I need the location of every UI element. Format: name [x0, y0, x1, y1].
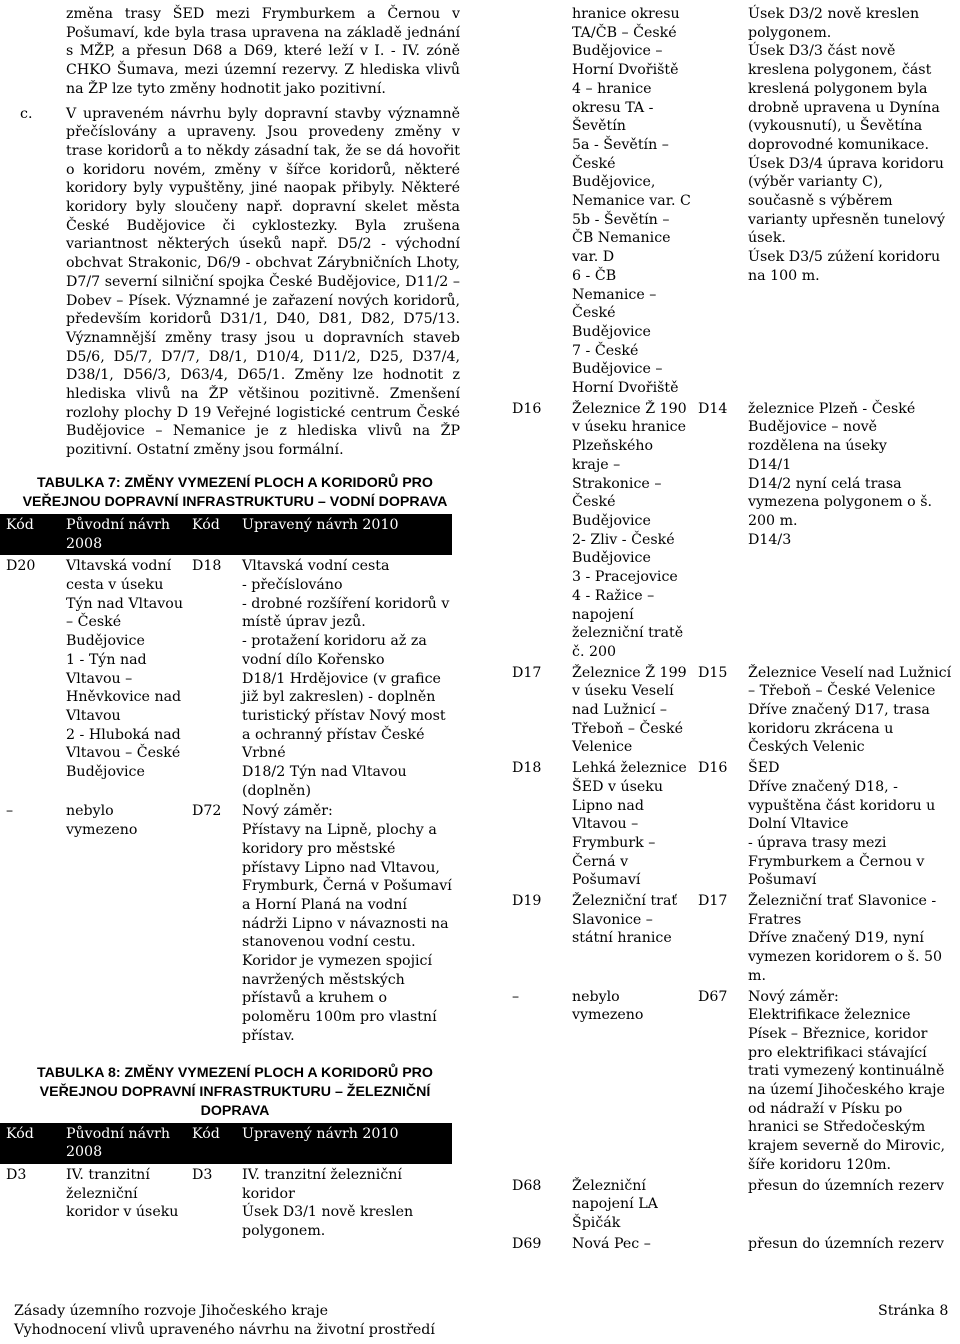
table-row: [0, 800, 452, 1045]
footer-document-title: Zásady územního rozvoje Jihočeského kraje: [14, 1303, 328, 1319]
original-cell: hranice okresu TA/ČB – České Budějovice – Horní Dvořiště 4 – hranice okresu TA - Ševětín 5a - Ševětín – České Budějovice, Nemanice var. C 5b - Ševětín – ČB Nemanice var. D 6 - ČB Nemanice – České Budějovice 7 - České Budějovice – Horní Dvořiště: [572, 6, 691, 397]
code-new-cell: [692, 1233, 742, 1254]
original-cell: Nová Pec –: [572, 1235, 651, 1252]
paragraph-c-marker: c.: [20, 105, 33, 122]
updated-cell: přesun do územních rezerv: [748, 1235, 945, 1252]
footer-left: [14, 1302, 435, 1339]
updated-cell: Nový záměr: Elektrifikace železnice Písek – Březnice, koridor pro elektrifikaci stávající trati vymezený kontinuálně na území Jihočeského kraje od nádraží v Písku po hranici se Středočeským krajem severně do Mirovic, šíře koridoru 120m.: [748, 988, 946, 1173]
code-new-cell: [692, 1175, 742, 1233]
table8-caption: TABULKA 8: ZMĚNY VYMEZENÍ PLOCH A KORIDORŮ PRO VEŘEJNOU DOPRAVNÍ INFRASTRUKTURU – ŽELEZNIČNÍ DOPRAVA: [37, 1064, 433, 1119]
header-code-old: Kód: [0, 1123, 60, 1164]
page-number: Stránka 8: [878, 1303, 949, 1319]
header-code-old: Kód: [0, 514, 60, 555]
table7-header: [0, 514, 452, 555]
original-cell: Železnice Ž 190 v úseku hranice Plzeňského kraje – Strakonice – České Budějovice 2- Zliv - České Budějovice 3 - Pracejovice 4 - Ražice – napojení železniční tratě č. 200: [572, 400, 687, 660]
header-updated: Upravený návrh 2010: [236, 514, 452, 555]
table-row: [506, 5, 952, 398]
header-original: Původní návrh 2008: [60, 514, 186, 555]
table7-caption: TABULKA 7: ZMĚNY VYMEZENÍ PLOCH A KORIDORŮ PRO VEŘEJNOU DOPRAVNÍ INFRASTRUKTURU – VODNÍ DOPRAVA: [22, 474, 448, 510]
header-original: Původní návrh 2008: [60, 1123, 186, 1164]
code-old-cell: D69: [512, 1235, 542, 1252]
code-old-cell: D20: [6, 558, 36, 575]
paragraph-c-text: V upraveném návrhu byly dopravní stavby významně přečíslovány a upraveny. Jsou provedeny změny v trase koridorů a to někdy zásadní tak, že se dá hovořit o koridoru novém, změny v šířce koridorů, některé koridory byly vypuštěny, jiné naopak přibyly. Některé koridory byly sloučeny např. dopravní skelet města České Budějovice či cyklostezky. Byla zrušena variantnost některých úseků např. D5/2 - východní obchvat Strakonic, D6/9 - obchvat Zárybničních Lhoty, D7/7 severní silniční spojka České Budějovice, D11/2 – Dobev – Písek. Významné je zařazení nových koridorů, především koridorů D31/1, D40, D81, D82, D75/13. Významnější změny trasy jsou u dopravních staveb D5/6, D5/7, D7/7, D8/1, D10/4, D11/2, D25, D37/4, D38/1, D56/3, D63/4, D65/1. Změny lze hodnotit z hlediska vlivů na ŽP většinou pozitivně. Zmenšení rozlohy plochy D 19 Veřejné logistické centrum České Budějovice – Nemanice je z hlediska vlivů na ŽP pozitivní. Ostatní změny jsou formální.: [66, 105, 460, 459]
table-row: [0, 555, 452, 800]
updated-cell: Železnice Veselí nad Lužnicí – Třeboň – České Velenice Dříve značený D17, trasa koridoru zkrácena u Českých Velenic: [748, 664, 952, 756]
updated-cell: Železniční trať Slavonice - Fratres Dříve značený D19, nyní vymezen koridorem o š. 50 m.: [748, 893, 943, 984]
header-updated: Upravený návrh 2010: [236, 1123, 452, 1164]
updated-cell: Vltavská vodní cesta - přečíslováno - drobné rozšíření koridorů v místě úprav jezů. - protažení koridoru až za vodní dílo Kořensko D18/1 Hrdějovice (v grafice již byl zakreslen) - doplněn turistický přístav Nový most a ochranný přístav České Vrbné D18/2 Týn nad Vltavou (doplněn): [242, 558, 450, 799]
original-cell: Vltavská vodní cesta v úseku Týn nad Vltavou – České Budějovice 1 - Týn nad Vltavou – Hněvkovice nad Vltavou 2 - Hluboká nad Vltavou – České Budějovice: [66, 558, 183, 781]
table-row: [506, 662, 952, 758]
code-old-cell: D17: [512, 664, 542, 681]
code-old-cell: D68: [512, 1177, 542, 1194]
original-cell: Lehká železnice ŠED v úseku Lipno nad Vltavou – Frymburk – Černá v Pošumaví: [572, 760, 687, 889]
updated-cell: Úsek D3/2 nově kreslen polygonem. Úsek D3/3 část nově kreslena polygonem, část kreslená polygonem byla drobně upravena u Dynína (vykousnutí), u Ševětína doprovodné komunikace. Úsek D3/4 úprava koridoru (výběr varianty C), současně s výběrem varianty upřesněn tunelový úsek. Úsek D3/5 zúžení koridoru na 100 m.: [748, 6, 945, 284]
code-new-cell: D15: [698, 664, 728, 681]
header-code-new: Kód: [186, 1123, 236, 1164]
table-row: [506, 890, 952, 986]
table8: [0, 1123, 452, 1241]
code-old-cell: D18: [512, 760, 542, 777]
original-cell: Železniční trať Slavonice – státní hranice: [572, 893, 678, 947]
updated-cell: Nový záměr: Přístavy na Lipně, plochy a koridory pro městské přístavy Lipno nad Vltavou, Frymburk, Černá v Pošumaví a Horní Planá na vodní nádrži Lipno v návaznosti na stanovenou vodní cestu. Koridor je vymezen spojicí navržených městských přístavů a kruhem o poloměru 100m pro vlastní přístav.: [242, 803, 452, 1044]
table-row: [506, 398, 952, 662]
code-old-cell: D3: [6, 1166, 27, 1183]
code-new-cell: D18: [192, 558, 222, 575]
code-old-cell: D16: [512, 400, 542, 417]
table-row: [506, 1175, 952, 1233]
table7: [0, 514, 452, 1046]
footer-document-subtitle: Vyhodnocení vlivů upraveného návrhu na životní prostředí: [14, 1321, 435, 1338]
table8-header: [0, 1123, 452, 1164]
left-column: [6, 0, 460, 1241]
updated-cell: ŠED Dříve značený D18, - vypuštěna část koridoru u Dolní Vltavice - úprava trasy mezi Frymburkem a Černou v Pošumaví: [748, 760, 936, 889]
original-cell: nebylo vymezeno: [572, 988, 644, 1024]
original-cell: nebylo vymezeno: [66, 803, 138, 839]
original-cell: Železniční napojení LA Špičák: [572, 1177, 658, 1231]
code-new-cell: D16: [698, 760, 728, 777]
paragraph-c: [10, 105, 460, 460]
code-old-cell: –: [6, 803, 14, 820]
table-row: [506, 986, 952, 1175]
code-new-cell: D72: [192, 803, 222, 820]
code-new-cell: D14: [698, 400, 728, 417]
original-cell: IV. tranzitní železniční koridor v úseku: [66, 1166, 179, 1221]
table-row: [0, 1164, 452, 1241]
updated-cell: IV. tranzitní železniční koridor Úsek D3/1 nově kreslen polygonem.: [242, 1166, 414, 1240]
table8-continuation: [506, 5, 952, 1253]
code-new-cell: [692, 5, 742, 398]
table-row: [506, 757, 952, 890]
updated-cell: železnice Plzeň - České Budějovice – nově rozdělena na úseky D14/1 D14/2 nyní celá trasa vymezena polygonem o š. 200 m. D14/3: [748, 400, 932, 548]
paragraph-b-continuation: změna trasy ŠED mezi Frymburkem a Černou v Pošumaví, kde byla trasa upravena na základě jednání s MŽP, a přesun D68 a D69, které leží v I. - IV. zóně CHKO Šumava, mezi územní rezervy. Z hlediska vlivů na ŽP lze tyto změny hodnotit jako pozitivní.: [66, 6, 460, 97]
code-old-cell: –: [512, 988, 520, 1005]
code-old-cell: [506, 5, 566, 398]
header-code-new: Kód: [186, 514, 236, 555]
table-row: [506, 1233, 952, 1254]
right-column: [506, 0, 952, 1253]
code-new-cell: D3: [192, 1166, 213, 1183]
code-old-cell: D19: [512, 893, 542, 910]
original-cell: Železnice Ž 199 v úseku Veselí nad Lužnicí – Třeboň – České Velenice: [572, 664, 687, 756]
updated-cell: přesun do územních rezerv: [748, 1177, 945, 1194]
code-new-cell: D17: [698, 893, 728, 910]
code-new-cell: D67: [698, 988, 728, 1005]
